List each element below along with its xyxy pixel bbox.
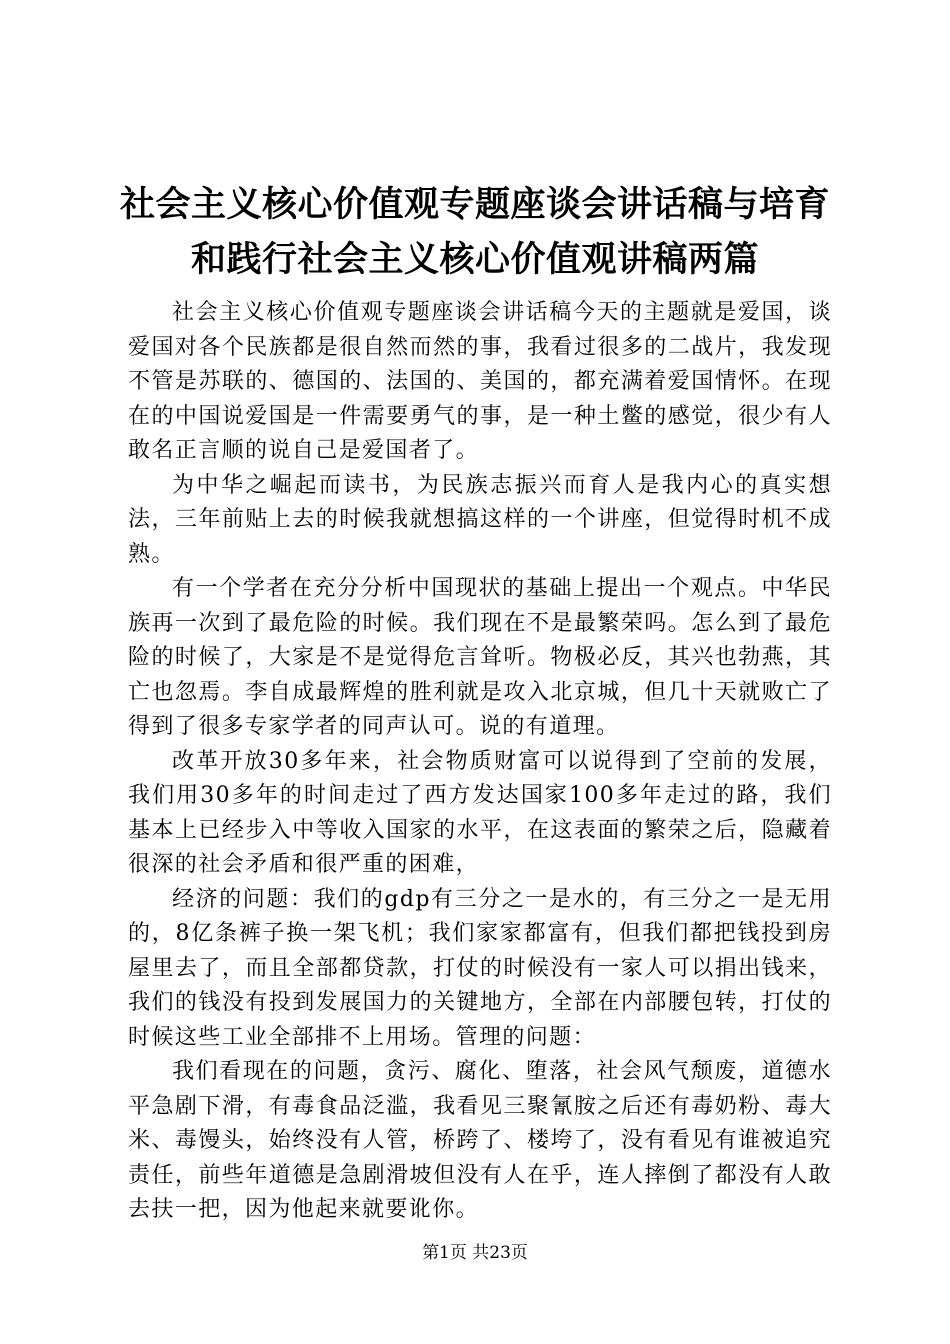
title-line-1: 社会主义核心价值观专题座谈会讲话稿与培育 (119, 185, 830, 225)
title-line-2: 和践行社会主义核心价值观讲稿两篇 (190, 240, 759, 280)
document-body (128, 296, 832, 1228)
paragraph-1: 社会主义核心价值观专题座谈会讲话稿今天的主题就是爱国，谈爱国对各个民族都是很自然而然的事，我看过很多的二战片，我发现不管是苏联的、德国的、法国的、美国的，都充满着爱国情怀。在现在的中国说爱国是一件需要勇气的事，是一种土鳖的感觉，很少有人敢名正言顺的说自己是爱国者了。 (128, 300, 832, 463)
page-number: 第1页 共23页 (422, 1243, 528, 1263)
paragraph-6: 我们看现在的问题，贪污、腐化、堕落，社会风气颓废，道德水平急剧下滑，有毒食品泛滥，我看见三聚氰胺之后还有毒奶粉、毒大米、毒馒头，始终没有人管，桥跨了、楼垮了，没有看见有谁被追究责任，前些年道德是急剧滑坡但没有人在乎，连人摔倒了都没有人敢去扶一把，因为他起来就要讹你。 (128, 1059, 832, 1222)
page-footer (0, 1242, 950, 1264)
paragraph-5: 经济的问题：我们的gdp有三分之一是水的，有三分之一是无用的，8亿条裤子换一架飞机；我们家家都富有，但我们都把钱投到房屋里去了，而且全部都贷款，打仗的时候没有一家人可以捐出钱来，我们的钱没有投到发展国力的关键地方，全部在内部腰包转，打仗的时候这些工业全部排不上用场。管理的问题： (128, 886, 832, 1050)
document-title (100, 178, 850, 288)
paragraph-4: 改革开放30多年来，社会物质财富可以说得到了空前的发展，我们用30多年的时间走过了西方发达国家100多年走过的路，我们基本上已经步入中等收入国家的水平，在这表面的繁荣之后，隐藏着很深的社会矛盾和很严重的困难， (128, 748, 832, 877)
paragraph-3: 有一个学者在充分分析中国现状的基础上提出一个观点。中华民族再一次到了最危险的时候。我们现在不是最繁荣吗。怎么到了最危险的时候了，大家是不是觉得危言耸听。物极必反，其兴也勃燕，其亡也忽焉。李自成最辉煌的胜利就是攻入北京城，但几十天就败亡了得到了很多专家学者的同声认可。说的有道理。 (128, 576, 832, 739)
paragraph-2: 为中华之崛起而读书，为民族志振兴而育人是我内心的真实想法，三年前贴上去的时候我就想搞这样的一个讲座，但觉得时机不成熟。 (128, 472, 832, 567)
